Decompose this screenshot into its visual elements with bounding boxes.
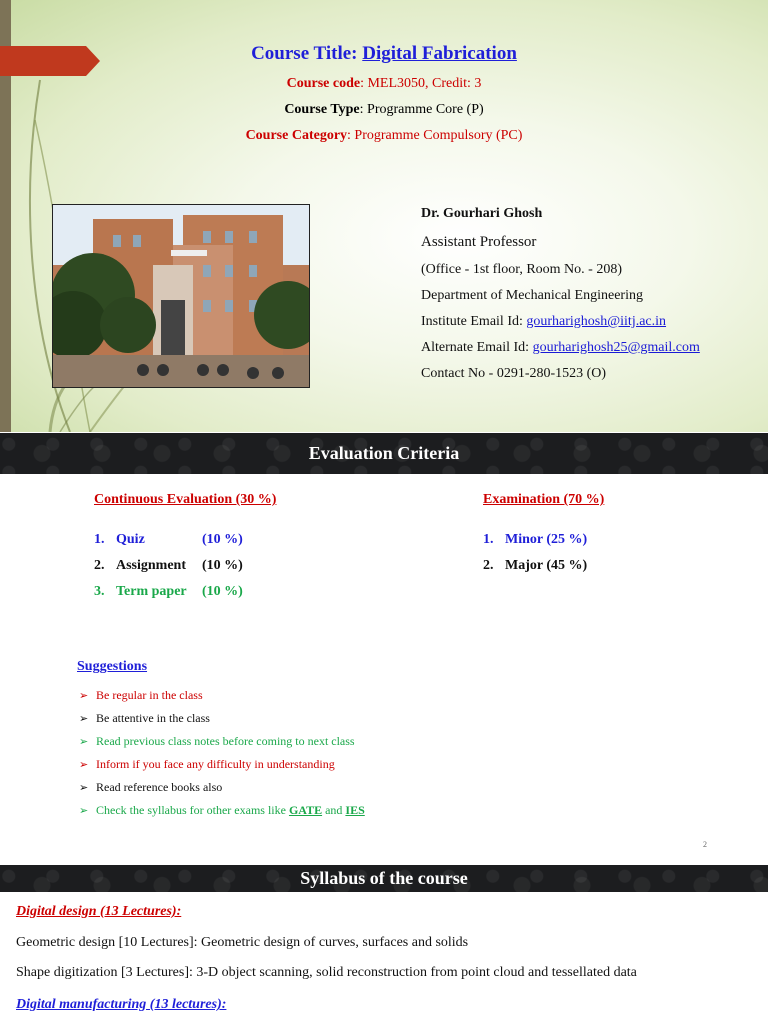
arrow-bullet-icon: ➢ bbox=[79, 759, 89, 771]
suggestion-text: Read reference books also bbox=[96, 780, 223, 794]
item-name: Term paper bbox=[116, 584, 187, 599]
arrow-bullet-icon: ➢ bbox=[79, 782, 89, 794]
item-name: Major (45 %) bbox=[505, 558, 588, 573]
course-type bbox=[0, 102, 768, 118]
course-type-value: : Programme Core (P) bbox=[359, 102, 484, 117]
institute-email bbox=[421, 314, 666, 330]
item-number: 2. bbox=[94, 558, 105, 573]
arrow-bullet-icon: ➢ bbox=[79, 736, 89, 748]
continuous-item bbox=[94, 558, 243, 574]
course-category-value: : Programme Compulsory (PC) bbox=[347, 128, 523, 143]
suggestion-item bbox=[79, 780, 222, 795]
item-name: Assignment bbox=[116, 558, 187, 573]
arrow-bullet-icon: ➢ bbox=[79, 805, 89, 817]
suggestion-text: Be regular in the class bbox=[96, 688, 203, 702]
suggestion-text: Inform if you face any difficulty in understanding bbox=[96, 757, 335, 771]
item-weight: (10 %) bbox=[202, 558, 243, 573]
suggestion-text: Be attentive in the class bbox=[96, 711, 210, 725]
exam-item bbox=[483, 532, 587, 548]
item-number: 1. bbox=[483, 532, 494, 547]
arrow-bullet-icon: ➢ bbox=[79, 713, 89, 725]
alternate-email bbox=[421, 340, 700, 356]
examination-heading: Examination (70 %) bbox=[483, 492, 605, 507]
instructor-department: Department of Mechanical Engineering bbox=[421, 288, 643, 303]
suggestion-item bbox=[79, 734, 355, 749]
item-number: 3. bbox=[94, 584, 105, 599]
continuous-item bbox=[94, 584, 243, 600]
page-number: 2 bbox=[703, 840, 707, 849]
item-name: Minor (25 %) bbox=[505, 532, 588, 547]
suggestion-text: Check the syllabus for other exams like bbox=[96, 803, 289, 817]
course-title bbox=[0, 43, 768, 65]
item-number: 2. bbox=[483, 558, 494, 573]
continuous-item bbox=[94, 532, 243, 548]
item-weight: (10 %) bbox=[202, 532, 243, 547]
syllabus-section-digital-design: Digital design (13 Lectures): bbox=[16, 904, 182, 919]
institute-email-label: Institute Email Id: bbox=[421, 314, 527, 329]
course-code-label: Course code bbox=[286, 76, 361, 91]
suggestion-text-middle: and bbox=[322, 803, 346, 817]
instructor-name: Dr. Gourhari Ghosh bbox=[421, 206, 543, 221]
alternate-email-label: Alternate Email Id: bbox=[421, 340, 533, 355]
evaluation-header-bar bbox=[0, 433, 768, 474]
instructor-office: (Office - 1st floor, Room No. - 208) bbox=[421, 262, 622, 277]
course-category bbox=[0, 128, 768, 144]
suggestions-heading: Suggestions bbox=[77, 659, 148, 674]
syllabus-section-digital-manufacturing: Digital manufacturing (13 lectures): bbox=[16, 997, 227, 1012]
ies-link[interactable]: IES bbox=[345, 803, 365, 817]
institute-email-link[interactable]: gourharighosh@iitj.ac.in bbox=[526, 314, 667, 329]
exam-item bbox=[483, 558, 587, 574]
course-title-value: Digital Fabrication bbox=[362, 43, 517, 64]
item-name: Quiz bbox=[116, 532, 145, 547]
suggestion-item bbox=[79, 688, 203, 703]
instructor-designation: Assistant Professor bbox=[421, 234, 537, 250]
syllabus-header-bar bbox=[0, 865, 768, 892]
course-code bbox=[0, 76, 768, 92]
alternate-email-link[interactable]: gourharighosh25@gmail.com bbox=[532, 340, 700, 355]
arrow-bullet-icon: ➢ bbox=[79, 690, 89, 702]
suggestion-item bbox=[79, 757, 335, 772]
course-title-label: Course Title: bbox=[251, 43, 363, 64]
suggestion-item bbox=[79, 803, 365, 818]
course-category-label: Course Category bbox=[245, 128, 348, 143]
syllabus-topic: Shape digitization [3 Lectures]: 3-D object scanning, solid reconstruction from point cloud and tessellated data bbox=[16, 965, 637, 980]
suggestion-text: Read previous class notes before coming to next class bbox=[96, 734, 355, 748]
instructor-contact: Contact No - 0291-280-1523 (O) bbox=[421, 366, 607, 381]
syllabus-header: Syllabus of the course bbox=[300, 868, 468, 888]
item-number: 1. bbox=[94, 532, 105, 547]
course-type-label: Course Type bbox=[284, 102, 360, 117]
evaluation-header: Evaluation Criteria bbox=[308, 443, 460, 463]
syllabus-topic: Geometric design [10 Lectures]: Geometric design of curves, surfaces and solids bbox=[16, 935, 469, 950]
gate-link[interactable]: GATE bbox=[288, 803, 323, 817]
department-building-photo bbox=[52, 204, 310, 388]
suggestion-item bbox=[79, 711, 210, 726]
course-info-slide bbox=[0, 0, 768, 432]
continuous-evaluation-heading: Continuous Evaluation (30 %) bbox=[94, 492, 277, 507]
course-code-value: : MEL3050, Credit: 3 bbox=[360, 76, 482, 91]
item-weight: (10 %) bbox=[202, 584, 243, 599]
